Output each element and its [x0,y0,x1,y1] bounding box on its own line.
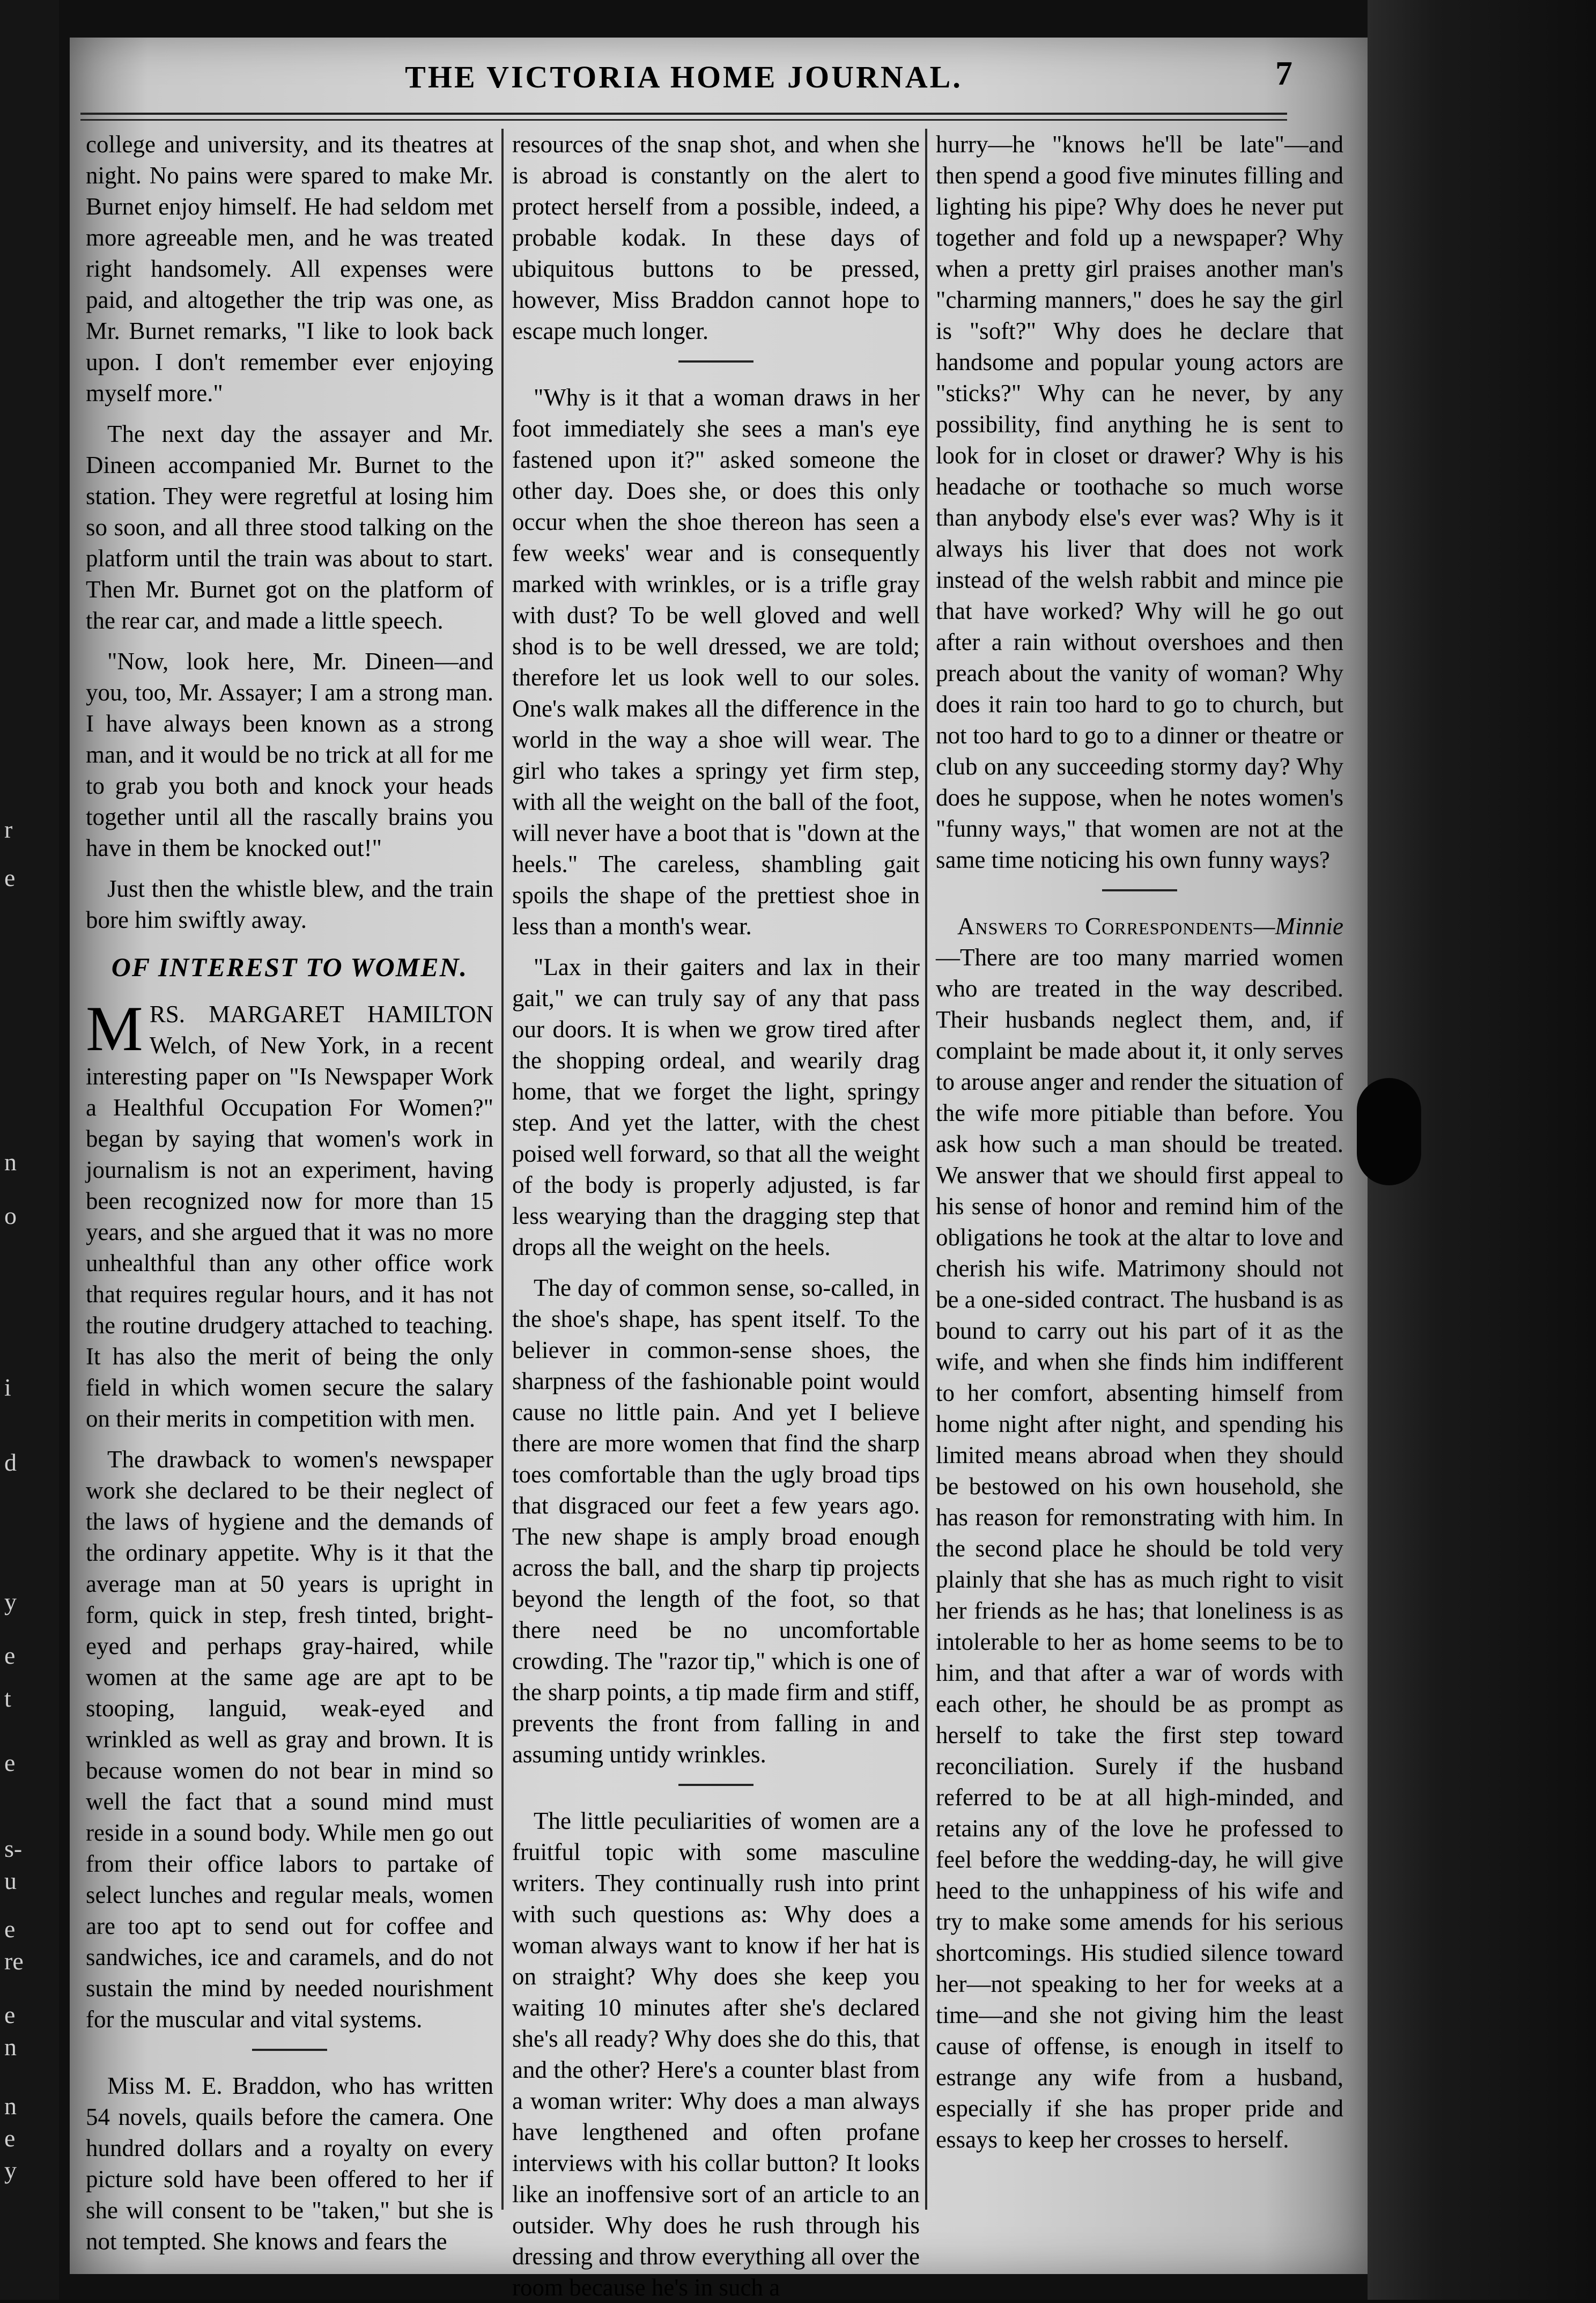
article-paragraph: "Why is it that a woman draws in her foot immediately she sees a man's eye fastened upon it?" asked someone the other day. Does she, or does this only occur when the shoe thereon has seen a few weeks' wear and is consequently marked with wrinkles, or is a trifle gray with dust? To be well gloved and well shod is to be well dressed, we are told; therefore let us look well to our soles. One's walk makes all the difference in the world in the way a shoe will wear. The girl who takes a springy yet firm step, with all the weight on the ball of the foot, will never have a boot that is "down at the heels." The careless, shambling gait spoils the shape of the prettiest shoe in less than a month's wear. [512,384,920,940]
column-3 [936,129,1343,2210]
article-paragraph: college and university, and its theatres at night. No pains were spared to make Mr. Burnet enjoy himself. He had seldom met more agreeable men, and he was treated right handsomely. All expenses were paid, and altogether the trip was one, as Mr. Burnet remarks, "I like to look back upon. I don't remember ever enjoying myself more." [86,131,493,407]
answers-text: —There are too many married women who are treated in the way described. Their husbands neglect them, and, if complaint be made about it, it only serves to arouse anger and render the situation of the wife more pitiable than before. You ask how such a man should be treated. We answer that we should first appeal to his sense of honor and remind him of the obligations he took at the altar to love and cherish his wife. Matrimony should not be a one-sided contract. The husband is as bound to carry out his part of it as the wife, and when she finds him indifferent to her comfort, absenting himself from home night after night, and spending his limited means abroad when they should be bestowed on his own household, she has reason for remonstrating with him. In the second place he should be told very plainly that she has as much right to visit her friends as he has; that loneliness is as intolerable to her as home seems to be to him, and that after a war of words with each other, he should be as prompt as herself to take the first step toward reconciliation. Surely if the husband referred to be at all high-minded, and retains any of the love he professed to feel before the wedding-day, he will give heed to the unhappiness of his wife and try to make some amends for his serious shortcomings. His studied silence toward her—not speaking to her for weeks at a time—and she not giving him the least cause of offense, is enough in itself to estrange any wife from a husband, especially if she has proper pride and essays to keep her crosses to herself. [936,944,1343,2153]
article-paragraph: The drawback to women's newspaper work she declared to be their neglect of the laws of hygiene and the demands of the ordinary appetite. Why is it that the average man at 50 years is upright in form, quick in step, fresh tinted, bright-eyed and perhaps gray-haired, while women at the same age are apt to be stooping, languid, weak-eyed and wrinkled as well as gray and brown. It is because women do not bear in mind so well the fact that a sound mind must reside in a sound body. While men go out from their office labors to partake of select lunches and regular meals, women are too apt to send out for coffee and sandwiches, ice and caramels, and do not sustain the mind by needed nourishment for the muscular and vital systems. [86,1446,493,2033]
page-clip [1357,1078,1421,1185]
margin-fragment: i [4,1374,11,1401]
article-divider [678,360,753,363]
section-heading: OF INTEREST TO WOMEN. [111,952,468,982]
margin-fragment: s- [4,1835,23,1862]
column-1 [86,129,493,2255]
article-paragraph: Just then the whistle blew, and the train bore him swiftly away. [86,875,493,933]
margin-fragment: d [4,1449,17,1476]
margin-fragment: n [4,2092,17,2120]
drop-cap: M [86,993,143,1064]
column-rule [925,129,927,2210]
header-rule [80,113,1287,121]
article-paragraph: The day of common sense, so-called, in the shoe's shape, has spent itself. To the believer in common-sense shoes, the sharpness of the fashionable point would cause no little pain. And yet I believe there are more women that find the sharp toes comfortable than the ugly broad tips that disgraced our feet a few years ago. The new shape is amply broad enough across the ball, and the sharp tip projects beyond the length of the foot, so that there need be no uncomfortable crowding. The "razor tip," which is one of the sharp points, a tip made firm and stiff, prevents the front from falling in and assuming untidy wrinkles. [512,1274,920,1768]
article-paragraph: "Lax in their gaiters and lax in their gait," we can truly say of any that pass our doors. It is when we grow tired after the shopping ordeal, and wearily drag home, that we forget the light, springy step. And yet the latter, with the chest poised well forward, so that all the weight of the body is properly adjusted, is far less wearying than the dragging step that drops all the weight on the heels. [512,954,920,1260]
margin-fragment: e [4,1915,16,1943]
margin-fragment: n [4,1148,17,1176]
page-header [80,32,1292,94]
answers-name: —Minnie [1253,913,1343,940]
article-divider [1102,889,1177,891]
adjacent-page-strip [0,0,59,2300]
margin-fragment: e [4,1749,16,1776]
article-paragraph: The next day the assayer and Mr. Dineen accompanied Mr. Burnet to the station. They were regretful at losing him so soon, and all three stood talking on the platform until the train was about to start. Then Mr. Burnet got on the platform of the rear car, and made a little speech. [86,420,493,634]
answers-label: Answers to Correspondents [957,913,1254,940]
margin-fragment: e [4,2124,16,2152]
margin-fragment: r [4,816,13,843]
journal-title: THE VICTORIA HOME JOURNAL. [405,60,963,94]
margin-fragment: n [4,2033,17,2061]
page-number: 7 [1275,54,1292,92]
margin-fragment: re [4,1947,24,1975]
lead-text: RS. MARGARET HAMILTON Welch, of New York, in a recent interesting paper on "Is Newspaper Work a Healthful Occupation For Women?" began by saying that women's work in journalism is not an experiment, having been recognized now for more than 15 years, and she argued that it was no more unhealthful than any other office work that requires regular hours, and it has not the routine drudgery attached to teaching. It has also the merit of being the only field in which women secure the salary on their merits in competition with men. [86,1001,493,1432]
margin-fragment: e [4,1642,16,1669]
margin-fragment: e [4,864,16,891]
margin-fragment: u [4,1867,17,1894]
margin-fragment: o [4,1202,17,1229]
column-2 [512,129,920,2301]
column-rule [501,129,504,2210]
margin-fragment: e [4,2001,16,2028]
article-paragraph: Miss M. E. Braddon, who has written 54 novels, quails before the camera. One hundred dollars and a royalty on every picture sold have been offered to her if she will consent to be "taken," but she is not tempted. She knows and fears the [86,2072,493,2255]
article-paragraph: The little peculiarities of women are a fruitful topic with some masculine writers. They continually rush into print with such questions as: Why does a woman always want to know if her hat is on straight? Why does she keep you waiting 10 minutes after she's declared she's all ready? Why does she do this, that and the other? Here's a counter blast from a woman writer: Why does a man always have lengthened and often profane interviews with his collar button? It looks like an inoffensive sort of an article to an outsider. Why does he rush through his dressing and throw everything all over the room because he's in such a [512,1807,920,2301]
article-paragraph: "Now, look here, Mr. Dineen—and you, too, Mr. Assayer; I am a strong man. I have always been known as a strong man, and it would be no trick at all for me to grab you both and knock your heads together until all the rascally brains you have in them be knocked out!" [86,648,493,861]
article-paragraph: resources of the snap shot, and when she is abroad is constantly on the alert to protect herself from a possible, indeed, a probable kodak. In these days of ubiquitous buttons to be pressed, however, Miss Braddon cannot hope to escape much longer. [512,131,920,344]
article-paragraph-lead [86,993,493,1434]
margin-fragment: y [4,2157,17,2184]
answers-paragraph [936,911,1343,2155]
article-paragraph: hurry—he "knows he'll be late"—and then spend a good five minutes filling and lighting his pipe? Why does he never put together and fold up a newspaper? Why when a pretty girl praises another man's "charming manners," does he say the girl is "soft?" Why does he declare that handsome and popular young actors are "sticks?" Why can he never, by any possibility, find anything he is sent to look for in closet or drawer? Why is his headache or toothache so much worse than anybody else's ever was? Why is it always his liver that does not work instead of the welsh rabbit and mince pie that have worked? Why will he go out after a rain without overshoes and then preach about the vanity of woman? Why does it rain too hard to go to church, but not too hard to go to a dinner or theatre or club on any succeeding stormy day? Why does he suppose, when he notes women's "funny ways," that women are not at the same time noticing his own funny ways? [936,131,1343,873]
article-divider [252,2049,327,2051]
margin-fragment: t [4,1685,11,1712]
article-divider [678,1784,753,1786]
margin-fragment: y [4,1588,17,1615]
